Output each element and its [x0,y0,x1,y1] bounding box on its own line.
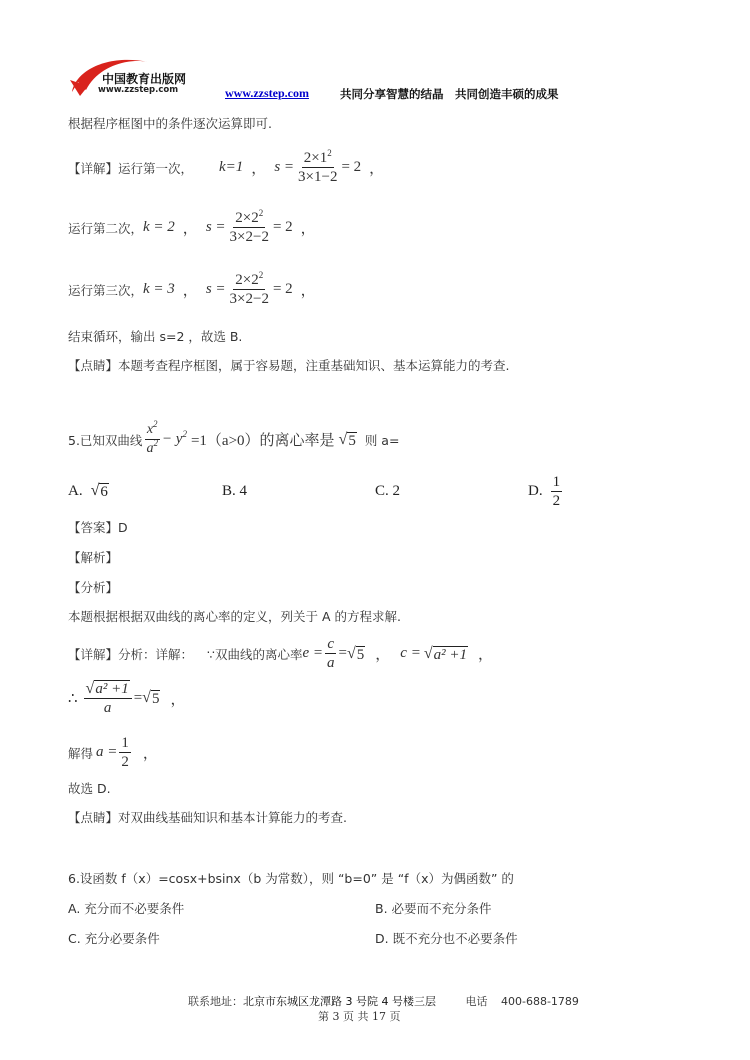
q5-option-d[interactable]: D. $\frac{1}{2}$ [528,474,561,509]
q4-run2: 运行第二次， k = 2 ， s = $\frac{2\times 2^2}{3\times 2-2}$ = 2 ， [68,208,316,245]
run1-fraction: $\frac{2\times 1^2}{3\times 1-2}$ [298,148,338,185]
q5-analysis-text: 本题根据根据双曲线的离心率的定义，列关于 A 的方程求解. [68,609,401,624]
q4-comment: 【点睛】本题考查程序框图，属于容易题，注重基础知识、基本运算能力的考查. [68,358,510,373]
q6-option-d[interactable]: D. 既不充分也不必要条件 [375,931,518,946]
q5-comment: 【点睛】对双曲线基础知识和基本计算能力的考查. [68,810,347,825]
q5-stem: 5.已知双曲线 $\frac{x^2}{a^2}$ − $y^2$ =1（a>0）的离心率是 √ 5 则 a= [68,419,400,456]
q6-option-b[interactable]: B. 必要而不充分条件 [375,901,492,916]
site-link[interactable]: www.zzstep.com [225,86,309,100]
q5-option-a[interactable]: A. √ 6 [68,482,108,500]
q5-analysis-heading: 【解析】 [68,550,119,565]
q5-solve: 解得 a = $\frac{1}{2}$ ， [68,735,158,770]
q5-therefore: ∴ √ a² +1 a = √ 5 ， [68,680,186,716]
site-logo [68,52,198,100]
run1-k: k=1 [219,159,244,175]
q4-run1: 【详解】运行第一次， k=1 ， s = $\frac{2\times 1^2}{3\times 1-2}$ = 2 ， [68,148,385,185]
page-number: 第 3 页 共 17 页 [318,1010,401,1023]
q4-run3: 运行第三次， k = 3 ， s = $\frac{2\times 2^2}{3\times 2-2}$ = 2 ， [68,270,316,307]
q6-option-a[interactable]: A. 充分而不必要条件 [68,901,185,916]
q5-answer: 【答案】D [68,520,128,535]
header-slogan: 共同分享智慧的结晶 共同创造丰硕的成果 [340,87,559,101]
logo-cn-text: 中国教育出版网 [102,72,187,86]
footer-phone: 400-688-1789 [500,995,579,1008]
q5-choice: 故选 D. [68,781,111,796]
run3-fraction: $\frac{2\times 2^2}{3\times 2-2}$ [229,270,269,307]
run2-fraction: $\frac{2\times 2^2}{3\times 2-2}$ [229,208,269,245]
q5-option-b[interactable]: B. 4 [222,483,248,499]
q6-option-c[interactable]: C. 充分必要条件 [68,931,160,946]
logo-url-text: www.zzstep.com [98,85,179,95]
q4-end: 结束循环，输出 s=2 ，故选 B. [68,329,243,344]
detail-label: 【详解】运行第一次， [68,160,194,176]
footer-contact: 联系地址：北京市东城区龙潭路 3 号院 4 号楼三层 电话 400-688-1789 [188,995,579,1008]
footer-address: 北京市东城区龙潭路 3 号院 4 号楼三层 [243,995,436,1008]
q5-detail: 【详解】分析：详解： ∵双曲线的离心率 e = $\frac{c}{a}$ = √ 5 ， c = √ a² +1 ， [68,636,493,671]
q6-stem: 6.设函数 f（x）=cosx+bsinx（b 为常数），则 “b=0” 是 “f（x）为偶函数” 的 [68,871,514,886]
q4-intro: 根据程序框图中的条件逐次运算即可. [68,116,272,131]
q5-analysis-sub: 【分析】 [68,580,119,595]
q5-option-c[interactable]: C. 2 [375,483,401,499]
